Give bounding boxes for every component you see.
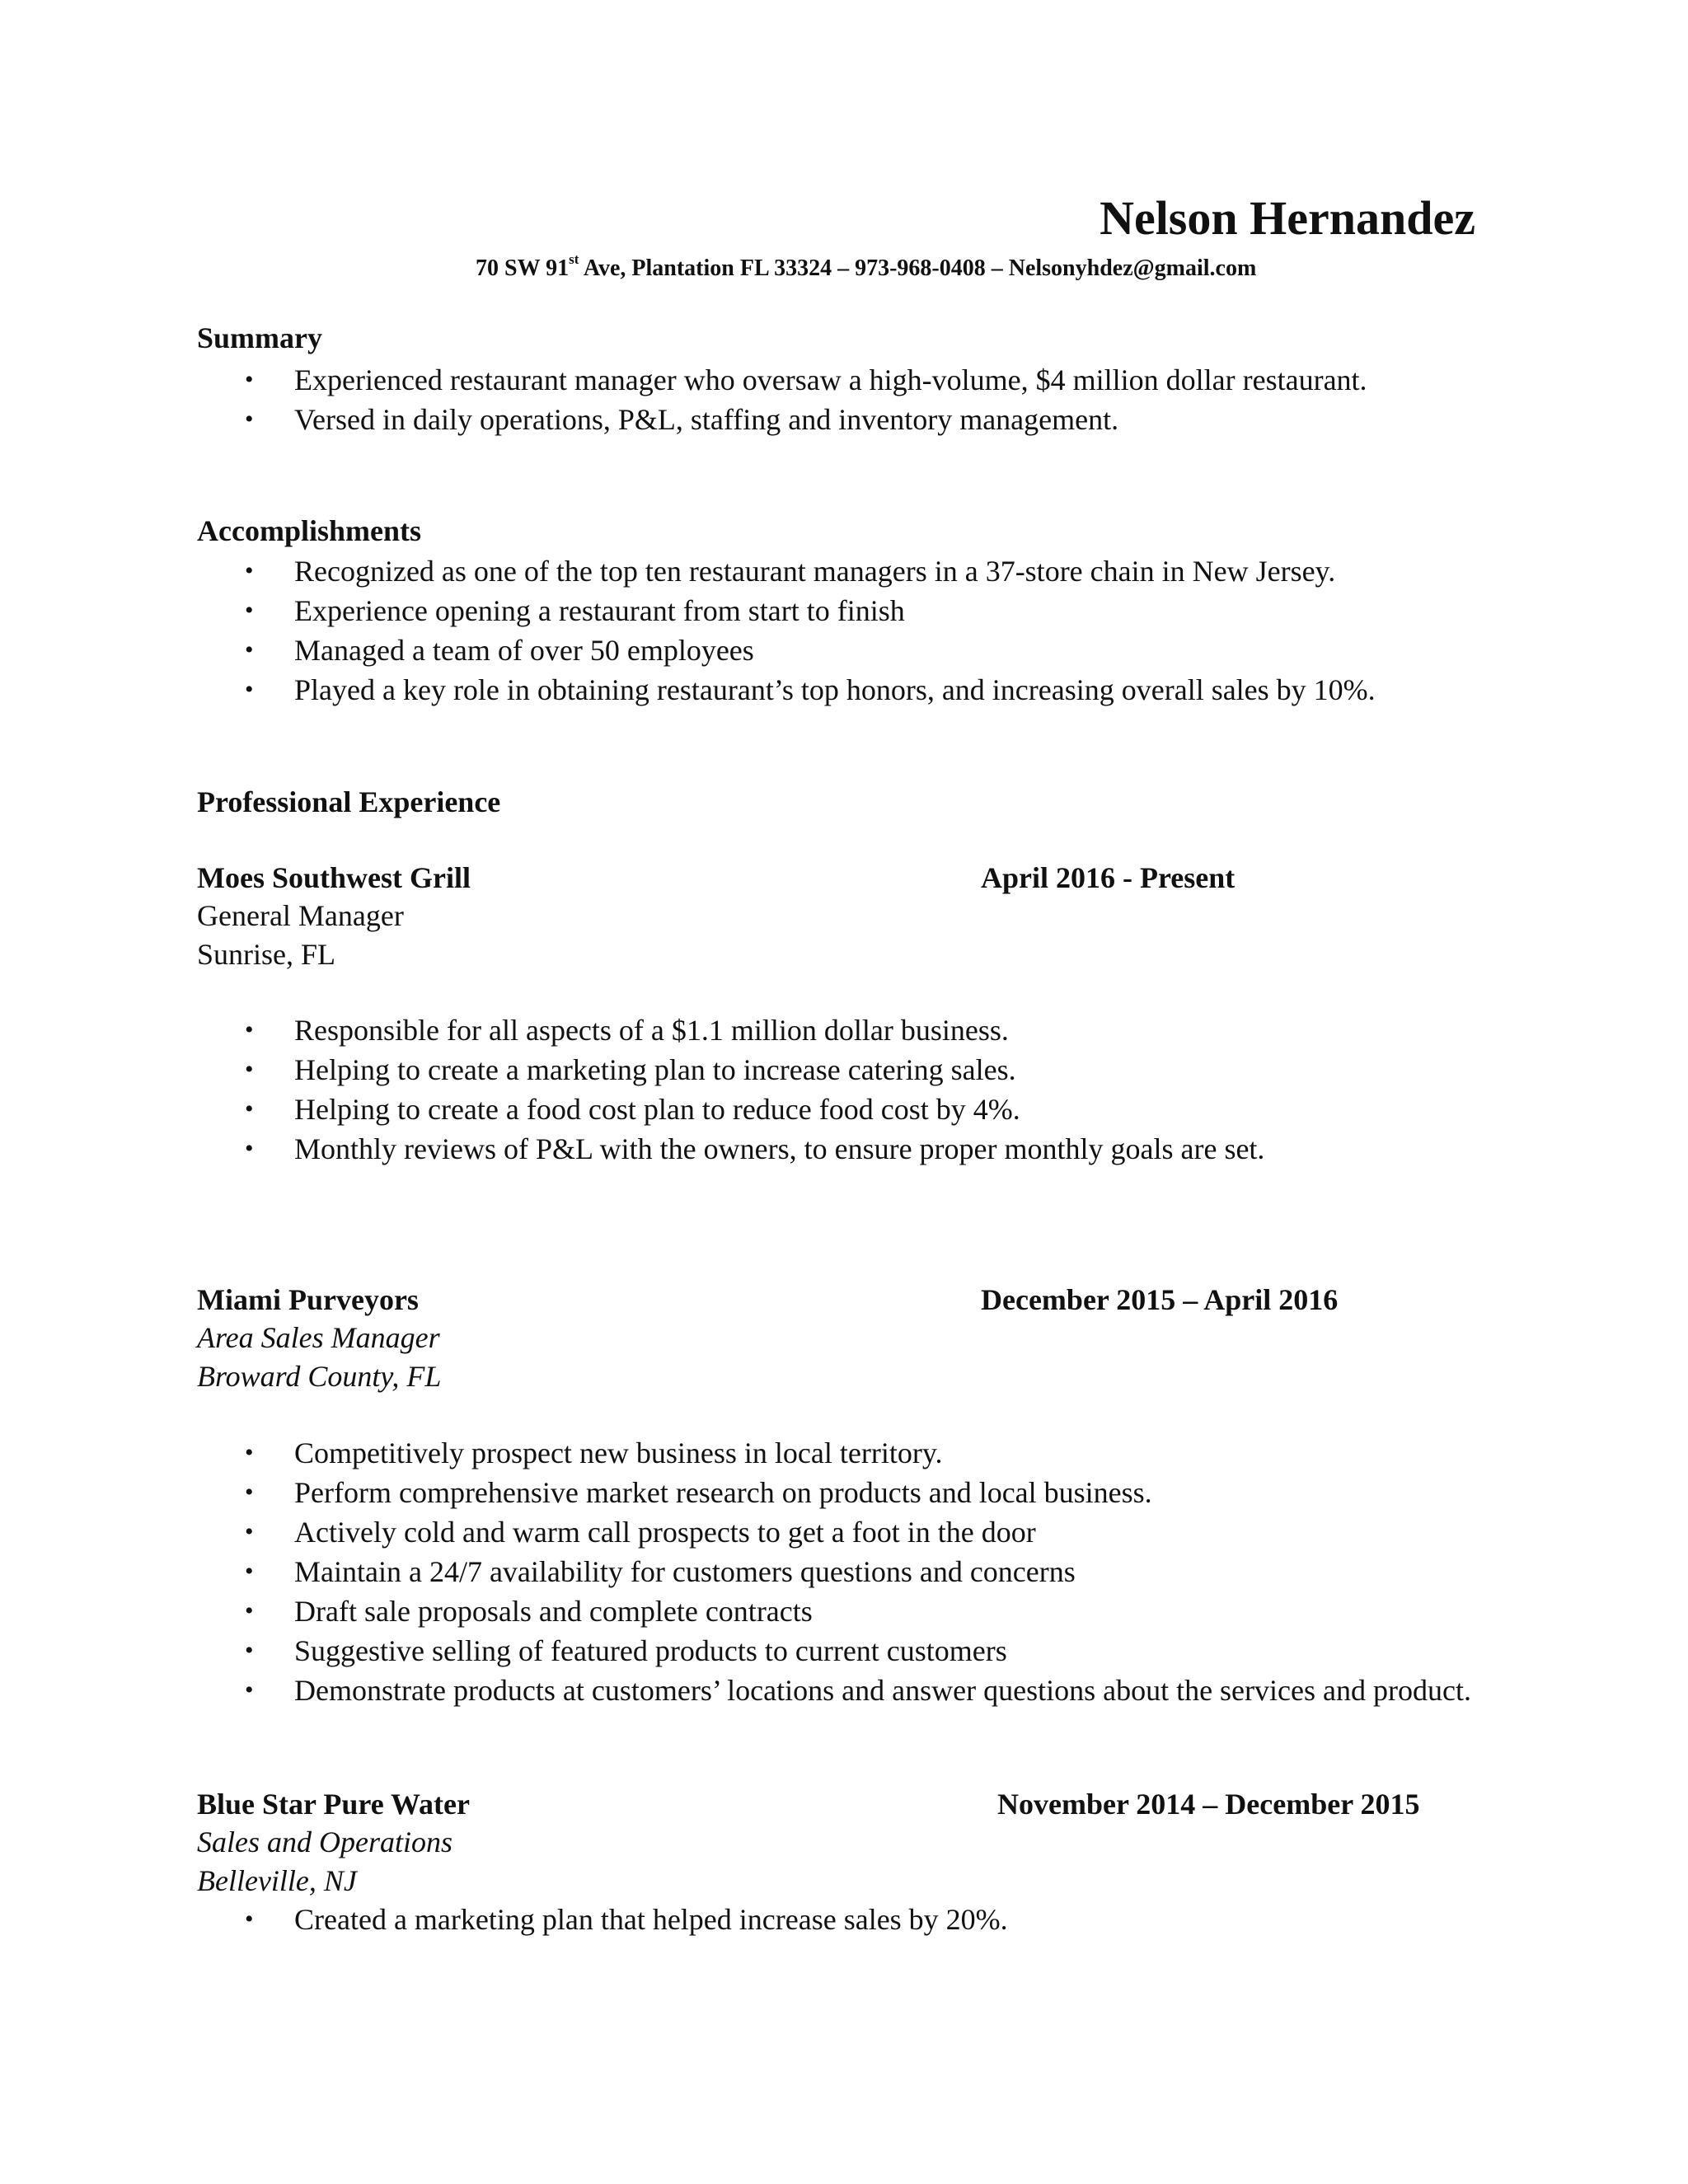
list-item: • Created a marketing plan that helped increase sales by 20%.	[197, 1900, 1613, 1939]
contact-line	[476, 251, 1257, 283]
bullet-dot-icon: •	[245, 557, 254, 584]
job-duties-list	[197, 1900, 1613, 1939]
bullet-dot-icon: •	[245, 676, 254, 703]
accomplishments-list	[197, 551, 1613, 710]
bullet-dot-icon: •	[245, 636, 254, 663]
contact-ordinal-suffix: st	[569, 251, 579, 267]
bullet-dot-icon: •	[245, 1016, 254, 1043]
bullet-dot-icon: •	[245, 405, 254, 433]
bullet-dot-icon: •	[245, 1095, 254, 1122]
job-title: General Manager	[197, 899, 404, 932]
bullet-dot-icon: •	[245, 1597, 254, 1624]
list-item: • Experience opening a restaurant from start to finish	[197, 591, 1613, 630]
bullet-dot-icon: •	[245, 366, 254, 393]
job-location: Sunrise, FL	[197, 938, 336, 971]
bullet-dot-icon: •	[245, 1905, 254, 1933]
list-item: • Competitively prospect new business in local territory.	[197, 1433, 1613, 1473]
job-company: Blue Star Pure Water	[197, 1788, 470, 1821]
contact-details: Ave, Plantation FL 33324 – 973-968-0408 – Nelsonyhdez@gmail.com	[579, 255, 1257, 281]
job-dates: April 2016 - Present	[981, 861, 1236, 894]
job-title: Sales and Operations	[197, 1825, 452, 1858]
bullet-dot-icon: •	[245, 1479, 254, 1506]
list-item: • Maintain a 24/7 availability for customers questions and concerns	[197, 1552, 1613, 1591]
accomplishments-heading: Accomplishments	[197, 514, 421, 547]
bullet-dot-icon: •	[245, 597, 254, 624]
contact-address-number: 70 SW 91	[476, 255, 570, 281]
list-item: • Experienced restaurant manager who oversaw a high-volume, $4 million dollar restaurant.	[197, 360, 1613, 400]
list-item: • Played a key role in obtaining restaurant’s top honors, and increasing overall sales by 10%.	[197, 670, 1613, 710]
list-item: • Draft sale proposals and complete contracts	[197, 1591, 1613, 1631]
job-company: Moes Southwest Grill	[197, 861, 471, 894]
job-duties-list	[197, 1010, 1613, 1169]
bullet-dot-icon: •	[245, 1518, 254, 1545]
list-item: • Responsible for all aspects of a $1.1 million dollar business.	[197, 1010, 1613, 1050]
list-item: • Helping to create a food cost plan to reduce food cost by 4%.	[197, 1090, 1613, 1129]
job-dates: December 2015 – April 2016	[981, 1283, 1339, 1316]
list-item: • Managed a team of over 50 employees	[197, 630, 1613, 670]
summary-heading: Summary	[197, 321, 322, 354]
list-item: • Suggestive selling of featured products to current customers	[197, 1631, 1613, 1671]
summary-list	[197, 360, 1613, 439]
job-company: Miami Purveyors	[197, 1283, 419, 1316]
candidate-name: Nelson Hernandez	[1100, 191, 1475, 245]
job-duties-list	[197, 1433, 1613, 1710]
job-location: Broward County, FL	[197, 1360, 442, 1393]
bullet-dot-icon: •	[245, 1439, 254, 1466]
list-item: • Monthly reviews of P&L with the owners, to ensure proper monthly goals are set.	[197, 1129, 1613, 1169]
list-item: • Demonstrate products at customers’ locations and answer questions about the services and product.	[197, 1671, 1613, 1710]
list-item: • Versed in daily operations, P&L, staffing and inventory management.	[197, 400, 1613, 439]
bullet-dot-icon: •	[245, 1056, 254, 1083]
list-item: • Helping to create a marketing plan to increase catering sales.	[197, 1050, 1613, 1090]
bullet-dot-icon: •	[245, 1637, 254, 1664]
bullet-dot-icon: •	[245, 1135, 254, 1162]
list-item: • Actively cold and warm call prospects to get a foot in the door	[197, 1512, 1613, 1552]
job-title: Area Sales Manager	[197, 1321, 440, 1354]
bullet-dot-icon: •	[245, 1676, 254, 1704]
list-item: • Recognized as one of the top ten restaurant managers in a 37-store chain in New Jersey.	[197, 551, 1613, 591]
job-location: Belleville, NJ	[197, 1864, 357, 1897]
list-item: • Perform comprehensive market research on products and local business.	[197, 1473, 1613, 1512]
bullet-dot-icon: •	[245, 1558, 254, 1585]
experience-heading: Professional Experience	[197, 785, 501, 818]
job-dates: November 2014 – December 2015	[997, 1788, 1420, 1821]
